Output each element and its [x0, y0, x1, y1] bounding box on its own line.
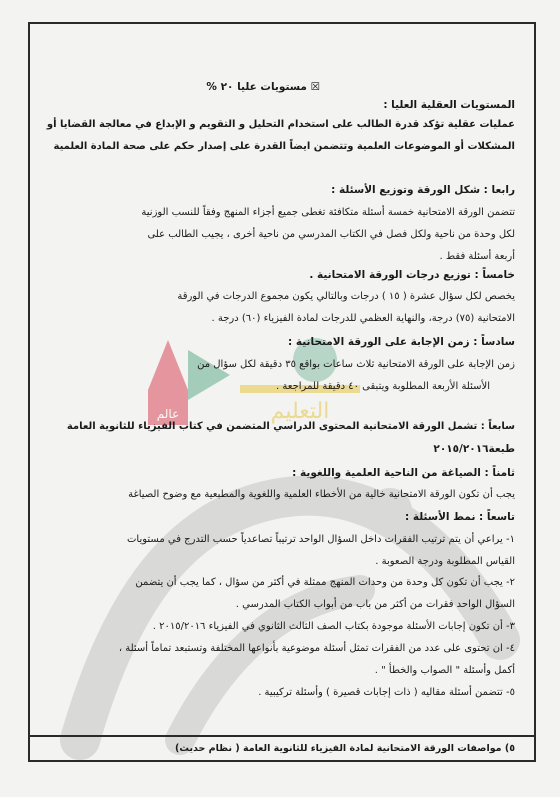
item2-line-1: ٢- يجب أن تكون كل وحدة من وحدات المنهج ممثلة في أكثر من سؤال ، كما يجب أن يتضمن	[135, 577, 515, 588]
item1-line-1: ١- يراعي أن يتم ترتيب الفقرات داخل السؤال الواحد ترتيباً تصاعدياً حسب التدرج في مستويات	[127, 534, 515, 545]
section6-title: سادساً : زمن الإجابة على الورقة الامتحانية :	[288, 336, 515, 348]
item1-line-2: القياس المطلوبة ودرجة الصعوبة .	[375, 556, 515, 567]
item2-line-2: السؤال الواحد فقرات من أكثر من باب من أبواب الكتاب المدرسي .	[235, 599, 515, 610]
item4-line-1: ٤- ان تحتوى على عدد من الفقرات تمثل أسئلة موضوعية بأنواعها المختلفة وتستبعد تماماً أسئلة ،	[118, 643, 515, 654]
section7-title-2: طبعة٢٠١٥/٢٠١٦	[433, 443, 515, 455]
section4-body-1: تتضمن الورقة الامتحانية خمسة أسئلة متكافئة تغطى جميع أجزاء المنهج وفقاً للنسب الوزنية	[141, 207, 515, 218]
higher-mental-body-2: المشكلات أو الموضوعات العلمية وتتضمن ايضاً القدرة على إصدار حكم على صحة المادة العلمية	[53, 141, 515, 152]
section6-body-2: الأسئلة الأربعة المطلوبة ويتبقى ٤٠ دقيقة للمراجعة .	[276, 381, 490, 392]
watermark-logo-small-text: عالم	[156, 407, 180, 421]
section4-title: رابعا : شكل الورقة وتوزيع الأسئلة :	[331, 184, 515, 196]
item4-line-2: أكمل وأسئلة " الصواب والخطأ " .	[374, 665, 515, 676]
section4-body-3: أربعة أسئلة فقط .	[439, 251, 515, 262]
section5-body-1: يخصص لكل سؤال عشرة ( ١٥ ) درجات وبالتالي يكون مجموع الدرجات في الورقة	[177, 291, 515, 302]
watermark-logo-text: التعليم	[270, 399, 330, 424]
section4-body-2: لكل وحدة من ناحية ولكل فصل في الكتاب المدرسي من ناحية أخرى ، يجيب الطالب على	[147, 229, 515, 240]
page-footer: ٥) مواصفات الورقة الامتحانية لمادة الفيزياء للثانوية العامة ( نظام حديث)	[175, 743, 515, 754]
higher-levels-heading: ☒ مستويات عليا ٢٠ %	[206, 81, 320, 93]
section5-title: خامساً : توزيع درجات الورقة الامتحانية .	[309, 269, 515, 281]
section6-body-1: زمن الإجابة على الورقة الامتحانية ثلاث ساعات بواقع ٣٥ دقيقة لكل سؤال من	[197, 359, 515, 370]
section9-title: تاسعاً : نمط الأسئلة :	[404, 511, 515, 523]
section8-title: ثامناً : الصياغة من الناحية العلمية واللغوية :	[292, 467, 515, 479]
section8-body: يجب أن تكون الورقة الامتحانية خالية من الأخطاء العلمية واللغوية والمطبعية مع وضوح الصياغة	[128, 489, 515, 500]
higher-mental-title: المستويات العقلية العليا :	[383, 99, 515, 111]
item3-line: ٣- أن تكون إجابات الأسئلة موجودة بكتاب الصف الثالث الثانوي في الفيزياء ٢٠١٥/٢٠١٦ .	[152, 621, 515, 632]
item5-line: ٥- تتضمن أسئلة مقاليه ( ذات إجابات قصيرة ) وأسئلة تركيبية .	[258, 687, 515, 698]
section7-title-1: سابعاً : تشمل الورقة الامتحانية المحتوى الدراسي المتضمن في كتاب الفيزياء للثانوية العامة	[66, 421, 515, 432]
section5-body-2: الامتحانية (٧٥) درجة، والنهاية العظمي للدرجات لمادة الفيزياء (٦٠) درجة .	[211, 313, 515, 324]
higher-mental-body-1: عمليات عقلية تؤكد قدرة الطالب على استخدام التحليل و التقويم و الإبداع في معالجة القضايا أو	[46, 119, 515, 130]
